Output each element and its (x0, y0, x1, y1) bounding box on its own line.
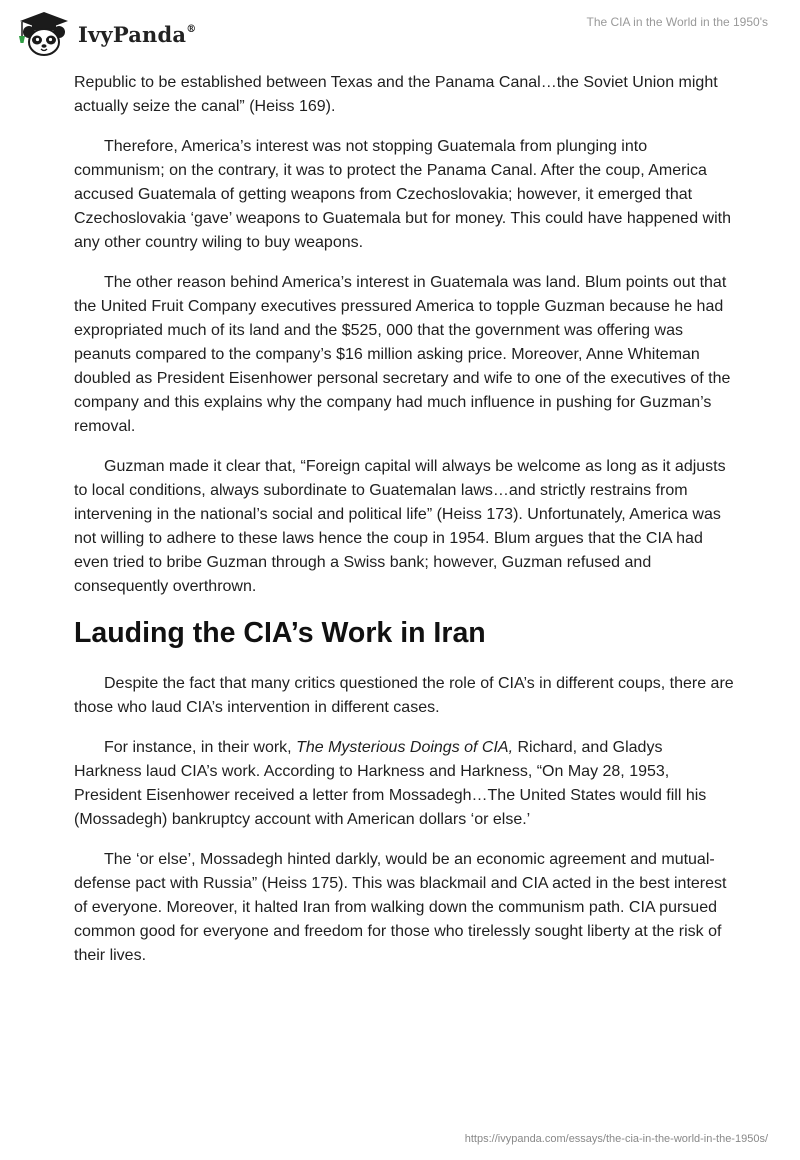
cited-work-title: The Mysterious Doings of CIA, (296, 739, 514, 756)
paragraph: Republic to be established between Texas and the Panama Canal…the Soviet Union might actually seize the canal” (Heiss 169). (74, 74, 718, 115)
section-heading: Lauding the CIA’s Work in Iran (74, 617, 486, 649)
page-header (0, 0, 800, 70)
essay-body (74, 71, 734, 984)
paragraph: Guzman made it clear that, “Foreign capital will always be welcome as long as it adjusts to local conditions, always subordinate to Guatemalan laws…and strictly restrains from intervening in the national’s social and political life” (Heiss 173). Unfortunately, America was not willing to adhere to these laws hence the coup in 1954. Blum argues that the CIA had even tried to bribe Guzman through a Swiss bank; however, Guzman refused and consequently overthrown. (74, 458, 726, 595)
paragraph: The ‘or else’, Mossadegh hinted darkly, would be an economic agreement and mutual-defense pact with Russia” (Heiss 175). This was blackmail and CIA acted in the best interest of everyone. Moreover, it halted Iran from walking down the communism path. CIA pursued common good for everyone and freedom for those who tirelessly sought liberty at the risk of their lives. (74, 851, 727, 964)
paragraph-lead: For instance, in their work, (104, 739, 297, 756)
brand-name: IvyPanda® (78, 21, 197, 47)
paragraph (74, 736, 734, 832)
paragraph: Despite the fact that many critics questioned the role of CIA’s in different coups, there are those who laud CIA’s intervention in different cases. (74, 675, 734, 716)
panda-graduation-icon (16, 10, 72, 58)
paragraph-rest: Richard, and Gladys Harkness laud CIA’s work. According to Harkness and Harkness, “On May 28, 1953, President Eisenhower received a letter from Mossadegh…The United States would fill his (Mossadegh) bankruptcy account with American dollars ‘or else.’ (74, 739, 707, 828)
paragraph: Therefore, America’s interest was not stopping Guatemala from plunging into communism; on the contrary, it was to protect the Panama Canal. After the coup, America accused Guatemala of getting weapons from Czechoslovakia; however, it emerged that Czechoslovakia ‘gave’ weapons to Guatemala but for money. This could have happened with any other country wiling to buy weapons. (74, 138, 731, 251)
ivypanda-logo[interactable] (16, 10, 196, 58)
paragraph: The other reason behind America’s interest in Guatemala was land. Blum points out that the United Fruit Company executives pressured America to topple Guzman because he had expropriated much of its land and the $525, 000 that the government was offering was peanuts compared to the company’s $16 million asking price. Moreover, Anne Whiteman doubled as President Eisenhower personal secretary and wife to one of the executives of the company and this explains why the company had much influence in pushing for Guzman’s removal. (74, 274, 731, 435)
document-title: The CIA in the World in the 1950's (586, 15, 768, 29)
registered-mark: ® (186, 23, 197, 35)
source-url[interactable]: https://ivypanda.com/essays/the-cia-in-the-world-in-the-1950s/ (464, 1133, 768, 1145)
